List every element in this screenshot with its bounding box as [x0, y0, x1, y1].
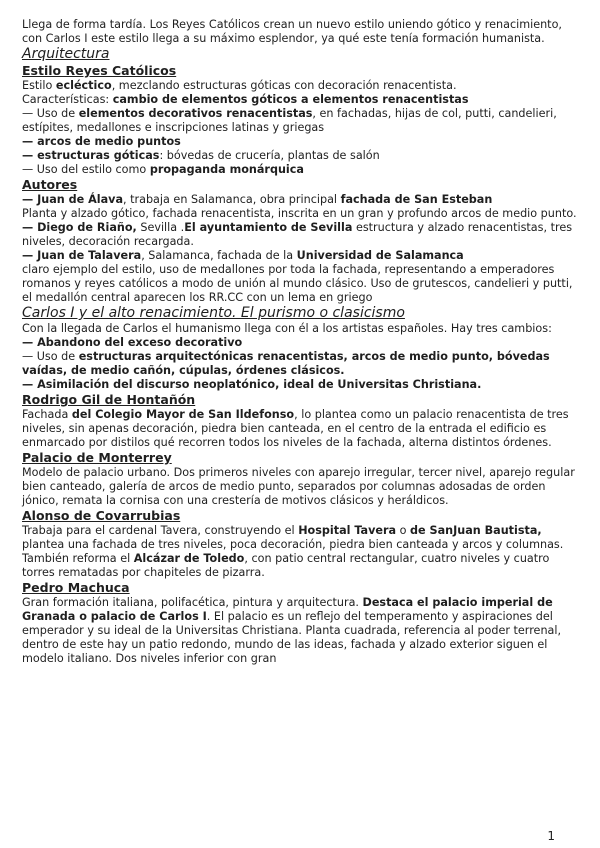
talavera-line: — Juan de Talavera, Salamanca, fachada de la Universidad de Salamanca — [22, 249, 464, 262]
uso-decorativos-line: — Uso de elementos decorativos renacentistas, en fachadas, hijas de col, putti, candelieri, estípites, medallones e inscripciones latinas y griegas — [22, 107, 557, 134]
palacio-paragraph: Modelo de palacio urbano. Dos primeros niveles con aparejo irregular, tercer nivel, aparejo regular bien canteado, galería de arcos de medio punto, separados por columnas adosadas de orden jónico, remata la cornisa con una crestería de motivos clásicos y heráldicos. — [22, 466, 575, 507]
heading-pedro-machuca: Pedro Machuca — [22, 580, 130, 595]
talavera-description: claro ejemplo del estilo, uso de medallones por toda la fachada, representando a emperadores romanos y reyes católicos a modo de unión al mundo clásico. Uso de grutescos, candelieri y putti, el medallón central aparecen los RR.CC con un lema en griego — [22, 263, 573, 304]
caracteristicas-line: Características: cambio de elementos góticos a elementos renacentistas — [22, 93, 469, 106]
heading-carlos-i: Carlos I y el alto renacimiento. El purismo o clasicismo — [22, 305, 405, 321]
riano-line: — Diego de Riaño, Sevilla .El ayuntamiento de Sevilla estructura y alzado renacentistas, tres niveles, decoración recargada. — [22, 221, 573, 248]
heading-rodrigo-gil: Rodrigo Gil de Hontañón — [22, 392, 196, 407]
alava-description: Planta y alzado gótico, fachada renacentista, inscrita en un gran y profundo arcos de medio punto. — [22, 207, 577, 220]
page-number: 1 — [547, 829, 555, 843]
pedro-paragraph: Gran formación italiana, polifacética, pintura y arquitectura. Destaca el palacio imperial de Granada o palacio de Carlos I. El palacio es un reflejo del temperamento y aspiraciones del emperador y su ideal de la Universitas Christiana. Planta cuadrada, referencia al poder terrenal, dentro de este hay un patio redondo, mundo de las ideas, fachada y alzado exterior siguen el modelo italiano. Dos niveles inferior con gran — [22, 596, 562, 665]
uso-estilo-line: — Uso del estilo como propaganda monárquica — [22, 163, 304, 176]
heading-autores: Autores — [22, 177, 78, 192]
arcos-line: — arcos de medio puntos — [22, 135, 181, 148]
abandono-line: — Abandono del exceso decorativo — [22, 336, 243, 349]
heading-estilo-reyes-catolicos: Estilo Reyes Católicos — [22, 63, 177, 78]
estructuras-line: — estructuras góticas: bóvedas de crucería, plantas de salón — [22, 149, 380, 162]
asimilacion-line: — Asimilación del discurso neoplatónico, ideal de Universitas Christiana. — [22, 378, 482, 391]
rodrigo-paragraph: Fachada del Colegio Mayor de San Ildefonso, lo plantea como un palacio renacentista de tres niveles, sin apenas decoración, piedra bien canteada, en el centro de la entrada el edificio es enmarcado por distilos qué recorren todos los niveles de la fachada, alterna distintos órdenes. — [22, 408, 569, 449]
uso-estructuras-line: — Uso de estructuras arquitectónicas renacentistas, arcos de medio punto, bóvedas vaídas, de medio cañón, cúpulas, órdenes clásicos. — [22, 350, 550, 377]
intro-paragraph: Llega de forma tardía. Los Reyes Católicos crean un nuevo estilo uniendo gótico y renacimiento, con Carlos I este estilo llega a su máximo esplendor, ya qué este tenía formación humanista. — [22, 18, 562, 45]
heading-alonso-covarrubias: Alonso de Covarrubias — [22, 508, 181, 523]
document-page — [22, 18, 582, 666]
carlos-intro: Con la llegada de Carlos el humanismo llega con él a los artistas españoles. Hay tres cambios: — [22, 322, 552, 335]
heading-arquitectura: Arquitectura — [22, 46, 110, 62]
alonso-paragraph: Trabaja para el cardenal Tavera, construyendo el Hospital Tavera o de SanJuan Bautista, plantea una fachada de tres niveles, poca decoración, piedra bien canteada y arcos y columnas. También reforma el Alcázar de Toledo, con patio central rectangular, cuatro niveles y cuatro torres rematadas por chapiteles de pizarra. — [22, 524, 564, 579]
alava-line: — Juan de Álava, trabaja en Salamanca, obra principal fachada de San Esteban — [22, 193, 493, 206]
estilo-line: Estilo ecléctico, mezclando estructuras góticas con decoración renacentista. — [22, 79, 457, 92]
heading-palacio-monterrey: Palacio de Monterrey — [22, 450, 172, 465]
